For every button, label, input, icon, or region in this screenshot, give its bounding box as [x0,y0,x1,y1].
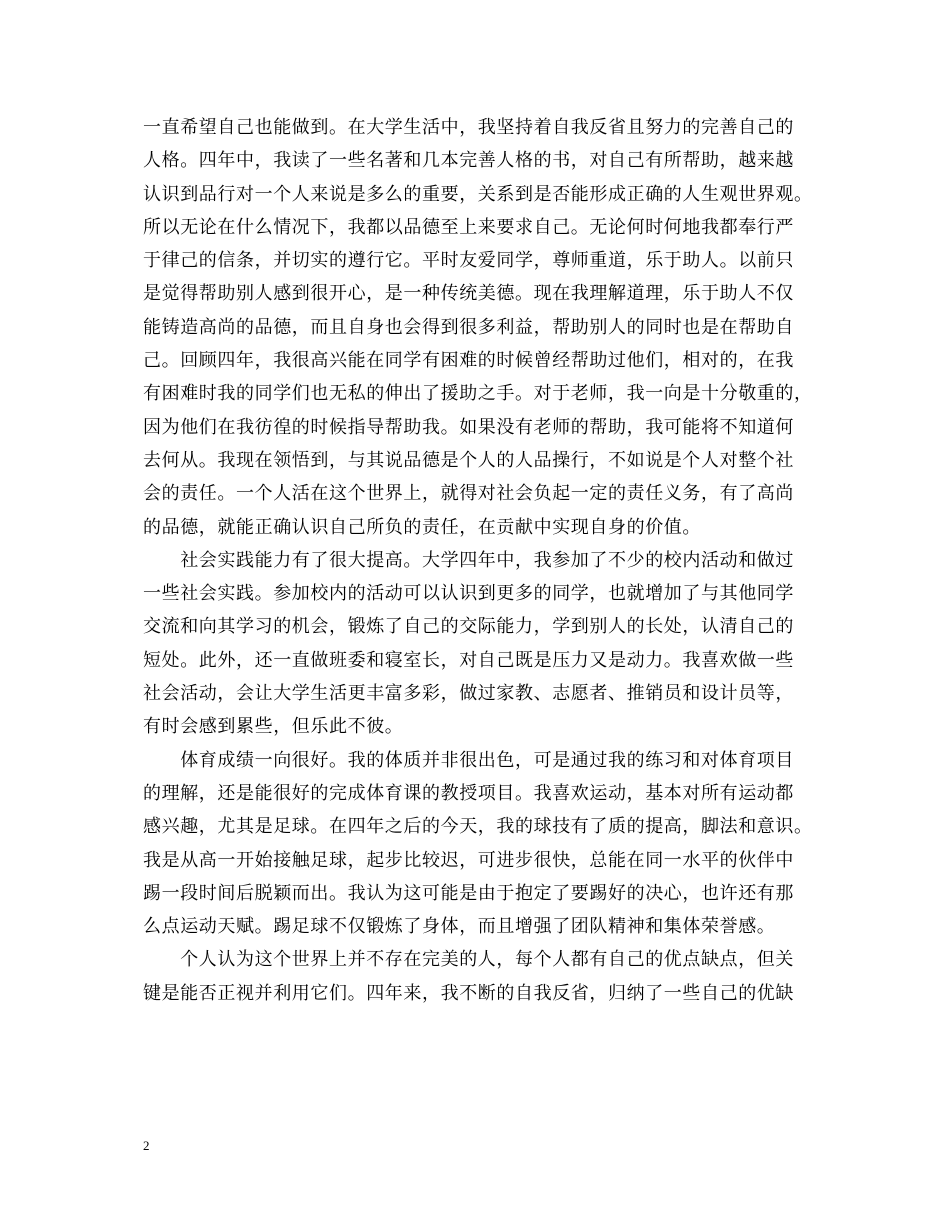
text-line: 么点运动天赋。踢足球不仅锻炼了身体，而且增强了团队精神和集体荣誉感。 [143,916,776,938]
text-line: 个人认为这个世界上并不存在完美的人，每个人都有自己的优点缺点，但关 [143,949,794,971]
text-line: 能铸造高尚的品德，而且自身也会得到很多利益，帮助别人的同时也是在帮助自 [143,316,794,338]
text-line: 我是从高一开始接触足球，起步比较迟，可进步很快，总能在同一水平的伙伴中 [143,849,794,871]
page-number: 2 [143,1138,150,1153]
text-line: 踢一段时间后脱颖而出。我认为这可能是由于抱定了要踢好的决心，也许还有那 [143,882,794,904]
text-line: 社会实践能力有了很大提高。大学四年中，我参加了不少的校内活动和做过 [143,549,794,571]
text-line: 人格。四年中，我读了一些名著和几本完善人格的书，对自己有所帮助，越来越 [143,150,794,172]
text-line: 己。回顾四年，我很高兴能在同学有困难的时候曾经帮助过他们，相对的，在我 [143,350,794,372]
text-line: 有时会感到累些，但乐此不彼。 [143,716,404,738]
text-line: 感兴趣，尤其是足球。在四年之后的今天，我的球技有了质的提高，脚法和意识。 [143,816,813,838]
text-line: 体育成绩一向很好。我的体质并非很出色，可是通过我的练习和对体育项目 [143,749,794,771]
text-line: 短处。此外，还一直做班委和寝室长，对自己既是压力又是动力。我喜欢做一些 [143,649,794,671]
text-line: 交流和向其学习的机会，锻炼了自己的交际能力，学到别人的长处，认清自己的 [143,616,794,638]
text-line: 去何从。我现在领悟到，与其说品德是个人的人品操行，不如说是个人对整个社 [143,449,794,471]
text-line: 是觉得帮助别人感到很开心，是一种传统美德。现在我理解道理，乐于助人不仅 [143,283,794,305]
text-line: 有困难时我的同学们也无私的伸出了援助之手。对于老师，我一向是十分敬重的， [143,383,813,405]
text-line: 的品德，就能正确认识自己所负的责任，在贡献中实现自身的价值。 [143,516,701,538]
text-line: 所以无论在什么情况下，我都以品德至上来要求自己。无论何时何地我都奉行严 [143,216,794,238]
text-line: 认识到品行对一个人来说是多么的重要，关系到是否能形成正确的人生观世界观。 [143,183,813,205]
body-text [143,111,823,1010]
text-line: 会的责任。一个人活在这个世界上，就得对社会负起一定的责任义务，有了高尚 [143,483,794,505]
text-line: 社会活动，会让大学生活更丰富多彩，做过家教、志愿者、推销员和设计员等， [143,683,794,705]
text-line: 一些社会实践。参加校内的活动可以认识到更多的同学，也就增加了与其他同学 [143,583,794,605]
text-line: 键是能否正视并利用它们。四年来，我不断的自我反省，归纳了一些自己的优缺 [143,982,794,1004]
text-line: 的理解，还是能很好的完成体育课的教授项目。我喜欢运动，基本对所有运动都 [143,782,794,804]
text-line: 因为他们在我彷徨的时候指导帮助我。如果没有老师的帮助，我可能将不知道何 [143,416,794,438]
text-line: 于律己的信条，并切实的遵行它。平时友爱同学，尊师重道，乐于助人。以前只 [143,250,794,272]
text-line: 一直希望自己也能做到。在大学生活中，我坚持着自我反省且努力的完善自己的 [143,117,794,138]
